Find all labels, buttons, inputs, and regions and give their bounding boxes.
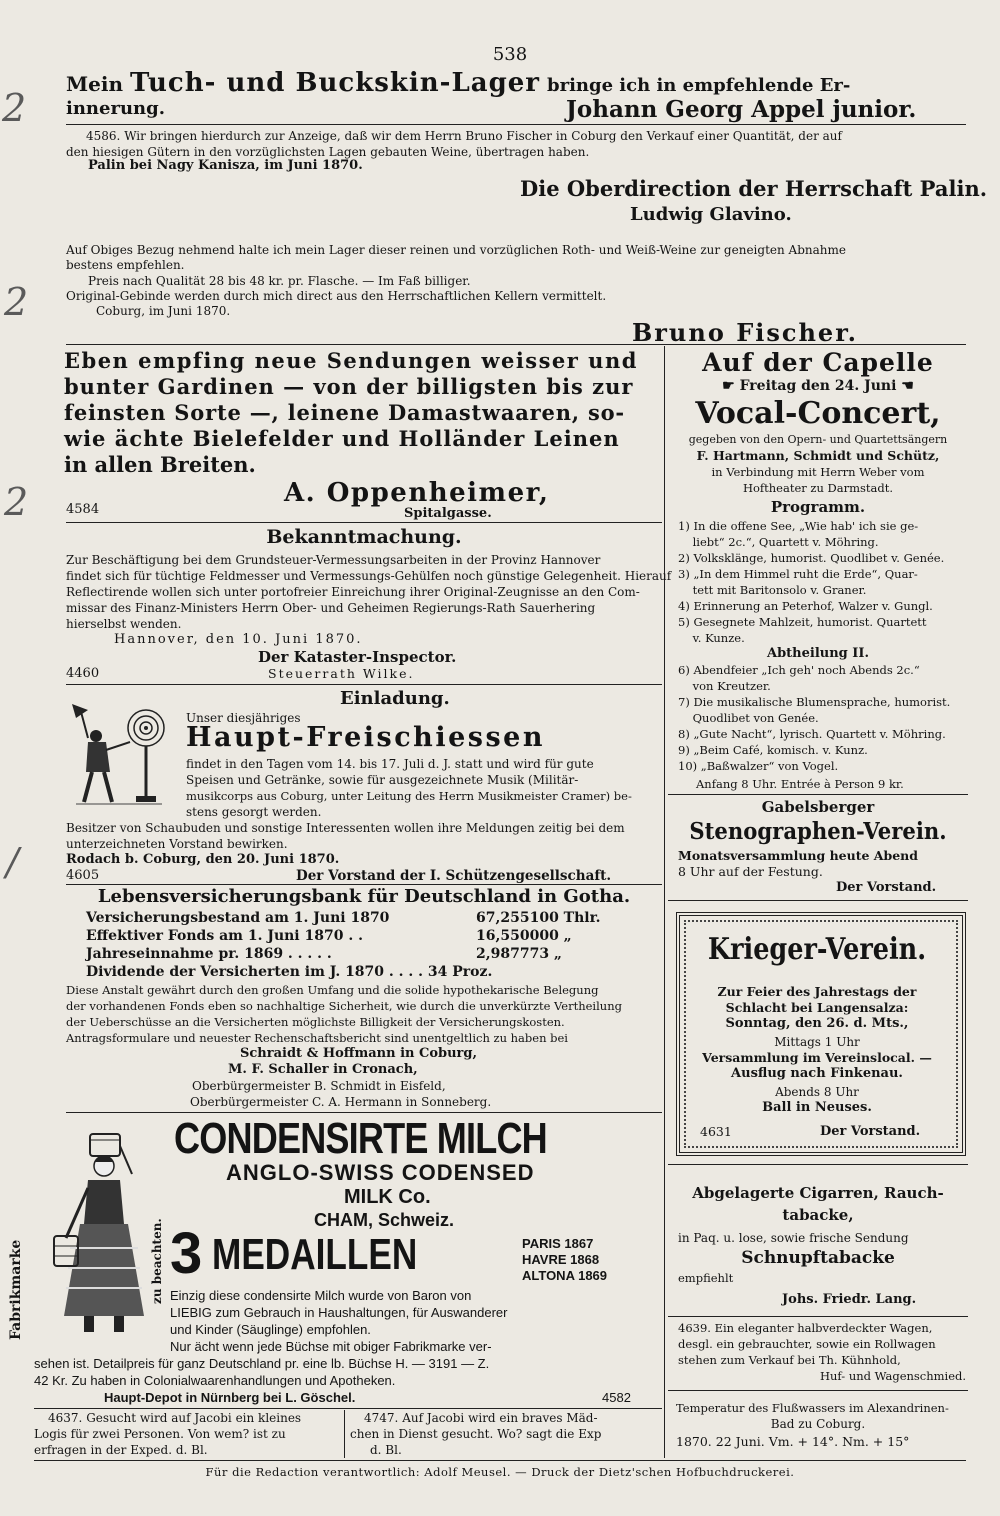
milch-sub: CHAM, Schweiz. [314,1210,455,1230]
einladung-place: Rodach b. Coburg, den 20. Juni 1870. [66,852,340,867]
capelle-date [668,378,968,394]
wine-ad-line: Original-Gebinde werden durch mich direct aus den Herrschaftlichen Kellern vermittelt. [66,289,607,303]
bekanntmachung-signature: Steuerrath Wilke. [268,666,415,681]
capelle-date-text: Freitag den 24. Juni [739,378,897,394]
header-signature: Johann Georg Appel junior. [566,96,917,123]
bank-line: der Ueberschüsse an die Versicherten möglichste Billigkeit der Versicherungskosten. [66,1015,565,1029]
milch-title: CONDENSIRTE MILCH [174,1114,547,1163]
page-number: 538 [492,44,528,65]
gardinen-line: Eben empfing neue Sendungen weisser und [64,348,638,373]
column-divider [344,1410,345,1458]
temp-reading: 1870. 22 Juni. Vm. + 14°. Nm. + 15° [676,1434,910,1449]
bekanntmachung-place: Hannover, den 10. Juni 1870. [114,632,363,647]
milch-sub: ANGLO-SWISS CODENSED [226,1160,535,1185]
margin-mark: 2 [4,280,29,324]
divider [34,1408,662,1409]
milch-line: Einzig diese condensirte Milch wurde von Baron von [170,1288,472,1303]
milch-line: Nur ächt wenn jede Büchse mit obiger Fabrikmarke ver- [170,1339,492,1354]
cigarren-signature: Johs. Friedr. Lang. [782,1292,917,1307]
temp-line: Bad zu Coburg. [770,1417,866,1431]
capelle-abtheilung: Abtheilung II. [767,646,869,661]
small-ad-line [350,1410,598,1426]
steno-line: 8 Uhr auf der Festung. [678,864,823,879]
milch-medal-year: HAVRE 1868 [522,1252,600,1267]
program-item: 9) „Beim Café, komisch. v. Kunz. [678,743,868,757]
program-item: 5) Gesegnete Mahlzeit, humorist. Quartett [678,615,927,629]
ad-number: 4637. [48,1411,83,1425]
bank-line: Antragsformulare und neuester Rechenschaftsbericht sind unentgeltlich zu haben bei [66,1031,568,1045]
einladung-title: Einladung. [340,688,450,709]
bekanntmachung-title: Bekanntmachung. [266,526,462,548]
milch-line: LIEBIG zum Gebrauch in Haushaltungen, für Auswanderer [170,1305,508,1320]
capelle-programm: Programm. [770,498,866,516]
ad-number: 4584 [66,502,100,517]
krieger-line: Zur Feier des Jahrestags der [717,984,917,999]
einladung-line: stens gesorgt werden. [186,805,322,819]
krieger-line: Ball in Neuses. [762,1100,872,1115]
bank-title: Lebensversicherungsbank für Deutschland in Gotha. [97,886,631,907]
wine-ad-signature: Die Oberdirection der Herrschaft Palin. [520,176,988,201]
divider [668,1316,968,1317]
wagen-line: Huf- und Wagenschmied. [820,1369,967,1383]
gardinen-firm: A. Oppenheimer, [284,478,550,508]
milch-side-label-text: zu beachten. [150,1218,164,1304]
capelle-anfang: Anfang 8 Uhr. Entrée à Person 9 kr. [696,777,904,791]
krieger-line: Ausflug nach Finkenau. [731,1066,903,1081]
milch-line: 42 Kr. Zu haben in Colonialwaarenhandlungen und Apotheken. [34,1373,396,1388]
bank-row-value: 16,550000 „ [476,928,572,944]
bank-row-value: 2,987773 „ [476,946,562,962]
milch-medal-year: PARIS 1867 [522,1236,594,1251]
divider [66,1112,662,1113]
capelle-program-list [678,518,974,646]
steno-line: Gabelsberger [761,798,875,816]
ad-number: 4582 [602,1390,631,1405]
bank-row-value: 67,255100 Thlr. [476,910,601,926]
krieger-line: Sonntag, den 26. d. Mts., [725,1016,909,1031]
cigarren-line: empfiehlt [678,1271,734,1285]
wine-ad-line: Coburg, im Juni 1870. [96,304,231,318]
cigarren-line: tabacke, [782,1206,854,1224]
milch-side-label-text: Fabrikmarke [8,1239,24,1340]
program-item: von Kreutzer. [678,679,771,693]
capelle-title: Auf der Capelle [702,348,934,377]
einladung-signature: Der Vorstand der I. Schützengesellschaft. [296,868,612,884]
wagen-line: desgl. ein gebrauchter, sowie ein Rollwagen [678,1337,936,1351]
bank-row-label: Dividende der Versicherten im J. 1870 . . . . 34 Proz. [86,964,493,980]
bank-row [86,946,646,964]
einladung-line: findet in den Tagen vom 14. bis 17. Juli d. J. statt und wird für gute [186,757,594,771]
bank-line: der vorhandenen Fonds eben so nachhaltige Sicherheit, wie durch die unverkürzte Vertheilung [66,999,622,1013]
small-ad-line: Logis für zwei Personen. Von wem? ist zu [34,1427,286,1441]
shooter-illustration-icon [66,698,168,810]
gardinen-line: wie ächte Bielefelder und Holländer Leinen [64,426,620,451]
bank-line: Diese Anstalt gewährt durch den großen Umfang und die solide hypothekarische Belegung [66,983,599,997]
divider [66,124,966,125]
bank-row-label: Jahreseinnahme pr. 1869 . . . . . [86,946,332,962]
pointing-hand-icon: ☛ [722,378,740,394]
milch-depot: Haupt-Depot in Nürnberg bei L. Göschel. [104,1390,356,1405]
header-text: bringe ich in empfehlende Er- [547,75,851,96]
bekanntmachung-line: hierselbst wenden. [66,617,182,631]
bank-agent: Schraidt & Hoffmann in Coburg, [240,1046,478,1061]
header-ad-line1 [66,68,966,98]
divider [66,522,662,523]
gardinen-street: Spitalgasse. [404,506,492,521]
program-item: tett mit Baritonsolo v. Graner. [678,583,867,597]
program-item: 6) Abendfeier „Ich geh' noch Abends 2c.“ [678,663,920,677]
wine-ad-line [66,128,976,144]
wine-ad-signature: Bruno Fischer. [632,318,858,347]
ad-number: 4586. [86,129,121,143]
wagen-line [678,1320,932,1336]
krieger-title: Krieger-Verein. [707,932,927,967]
ad-number: 4639. [678,1321,711,1335]
wine-ad-line: Palin bei Nagy Kanisza, im Juni 1870. [88,158,363,173]
pointing-hand-icon: ☚ [896,378,914,394]
small-ad-line: erfragen in der Exped. d. Bl. [34,1443,208,1457]
gardinen-line: bunter Gardinen — von der billigsten bis zur [64,374,634,399]
program-item: 3) „In dem Himmel ruht die Erde“, Quar- [678,567,918,581]
program-item: 8) „Gute Nacht“, lyrisch. Quartett v. Möhring. [678,727,946,741]
divider [66,884,662,885]
wine-ad-line: bestens empfehlen. [66,258,185,272]
bekanntmachung-line: Reflectirende wollen sich unter portofreier Einreichung ihrer Original-Zeugnisse an den Com- [66,585,640,599]
bank-row-label: Effektiver Fonds am 1. Juni 1870 . . [86,928,363,944]
bank-agent: Oberbürgermeister C. A. Hermann in Sonneberg. [190,1095,492,1109]
footer-imprint: Für die Redaction verantwortlich: Adolf Meusel. — Druck der Dietz'schen Hofbuchdruckerei. [205,1465,795,1479]
krieger-signature: Der Vorstand. [820,1124,921,1139]
krieger-line: Mittags 1 Uhr [774,1035,860,1049]
capelle-line: Hoftheater zu Darmstadt. [742,481,894,495]
milch-medal: MEDAILLEN [212,1230,418,1279]
ad-number: 4631 [700,1124,732,1139]
wine-ad-line: den hiesigen Gütern in den vorzüglichsten Lagen gebauten Weine, übertragen haben. [66,145,590,159]
einladung-intro: Unser diesjähriges [186,711,301,725]
header-word: Mein [66,72,124,96]
divider [668,1164,968,1165]
wine-ad-signature: Ludwig Glavino. [630,204,792,225]
program-item: 4) Erinnerung an Peterhof, Walzer v. Gungl. [678,599,933,613]
bank-row [86,964,646,982]
gardinen-line: feinsten Sorte —, leinene Damastwaaren, so- [64,400,625,425]
gardinen-line: in allen Breiten. [64,452,256,477]
bank-agent: M. F. Schaller in Cronach, [228,1062,418,1077]
wine-ad-line: Auf Obiges Bezug nehmend halte ich mein Lager dieser reinen und vorzüglichen Roth- und Weiß-Weine zur geneigten Abnahme [66,243,846,257]
small-ad-line [34,1410,301,1426]
bekanntmachung-line: findet sich für tüchtige Feldmesser und Vermessungs-Gehülfen noch günstige Gelegenheit. Hierauf [66,569,672,583]
capelle-line: gegeben von den Opern- und Quartettsängern [688,433,948,446]
small-ad-line: d. Bl. [370,1443,402,1457]
bekanntmachung-line: Zur Beschäftigung bei dem Grundsteuer-Vermessungsarbeiten in der Provinz Hannover [66,553,601,567]
capelle-event: Vocal-Concert, [695,396,941,431]
margin-mark: 2 [2,86,27,130]
wine-ad-line: Preis nach Qualität 28 bis 48 kr. pr. Flasche. — Im Faß billiger. [88,274,471,288]
bekanntmachung-line: missar des Finanz-Ministers Herrn Ober- und Geheimen Regierungs-Rath Sauerhering [66,601,596,615]
divider [668,900,968,901]
milch-line: und Kinder (Säuglinge) empfohlen. [170,1322,371,1337]
margin-mark: / [6,840,19,884]
divider [668,794,968,795]
capelle-line: in Verbindung mit Herrn Weber vom [711,465,925,479]
krieger-line: Abends 8 Uhr [775,1085,859,1099]
milch-side-label [8,1150,30,1360]
milch-side-label [150,1200,170,1310]
program-item: v. Kunze. [678,631,745,645]
bekanntmachung-signature: Der Kataster-Inspector. [258,648,457,666]
header-title: Tuch- und Buckskin-Lager [130,68,540,98]
einladung-line: Speisen und Getränke, sowie für ausgezeichnete Musik (Militär- [186,773,579,787]
einladung-line: unterzeichneten Vorstand bewirken. [66,837,288,851]
small-ad-text: Gesucht wird auf Jacobi ein kleines [86,1411,302,1425]
ad-number: 4460 [66,666,100,681]
bank-row-label: Versicherungsbestand am 1. Juni 1870 [86,910,390,926]
cigarren-product: Schnupftabacke [741,1248,895,1268]
milch-medal-count: 3 [170,1221,203,1286]
column-divider [664,346,665,1458]
header-ad-line2 [66,96,966,122]
capelle-line: F. Hartmann, Schmidt und Schütz, [696,448,940,463]
divider [34,1460,966,1461]
divider [66,344,966,345]
temp-line: Temperatur des Flußwassers im Alexandrinen- [676,1401,949,1415]
wagen-text: Ein eleganter halbverdeckter Wagen, [714,1321,933,1335]
krieger-line: Versammlung im Vereinslocal. — [702,1050,932,1065]
milkmaid-illustration-icon [40,1128,164,1342]
program-item: Quodlibet von Genée. [678,711,819,725]
program-item: 7) Die musikalische Blumensprache, humorist. [678,695,951,709]
einladung-event: Haupt-Freischiessen [186,722,545,753]
margin-mark: 2 [4,480,29,524]
small-ad-line: chen in Dienst gesucht. Wo? sagt die Exp [350,1427,602,1441]
bank-row [86,928,646,946]
ad-text: Wir bringen hierdurch zur Anzeige, daß wir dem Herrn Bruno Fischer in Coburg den Verkauf einer Quantität, der auf [124,129,842,143]
milch-line: sehen ist. Detailpreis für ganz Deutschland pr. eine lb. Büchse H. — 3191 — Z. [34,1356,490,1371]
program-item: liebt“ 2c.“, Quartett v. Möhring. [678,535,879,549]
program-item: 10) „Baßwalzer“ von Vogel. [678,759,839,773]
wagen-line: stehen zum Verkauf bei Th. Kühnhold, [678,1353,901,1367]
cigarren-line: Abgelagerte Cigarren, Rauch- [692,1184,944,1202]
einladung-line: musikcorps aus Coburg, unter Leitung des Herrn Musikmeister Cramer) be- [186,789,632,803]
milch-sub: MILK Co. [344,1186,431,1208]
divider [668,1390,968,1391]
ad-number: 4605 [66,868,100,883]
program-item: 2) Volksklänge, humorist. Quodlibet v. Genée. [678,551,945,565]
cigarren-line: in Paq. u. lose, sowie frische Sendung [678,1231,909,1245]
milch-medal-year: ALTONA 1869 [522,1268,608,1283]
program-item: 1) In die offene See, „Wie hab' ich sie ge- [678,519,919,533]
krieger-line: Schlacht bei Langensalza: [725,1000,909,1015]
bank-row [86,910,646,928]
steno-title: Stenographen-Verein. [689,818,947,845]
steno-line: Monatsversammlung heute Abend [678,848,919,863]
small-ad-text: Auf Jacobi wird ein braves Mäd- [402,1411,598,1425]
capelle-program-list [678,662,974,774]
ad-number: 4747. [364,1411,399,1425]
steno-signature: Der Vorstand. [836,880,937,895]
einladung-line: Besitzer von Schaubuden und sonstige Interessenten wollen ihre Meldungen zeitig bei dem [66,821,625,835]
bank-agent: Oberbürgermeister B. Schmidt in Eisfeld, [192,1079,446,1093]
divider [66,684,662,685]
header-text: innerung. [66,98,165,119]
